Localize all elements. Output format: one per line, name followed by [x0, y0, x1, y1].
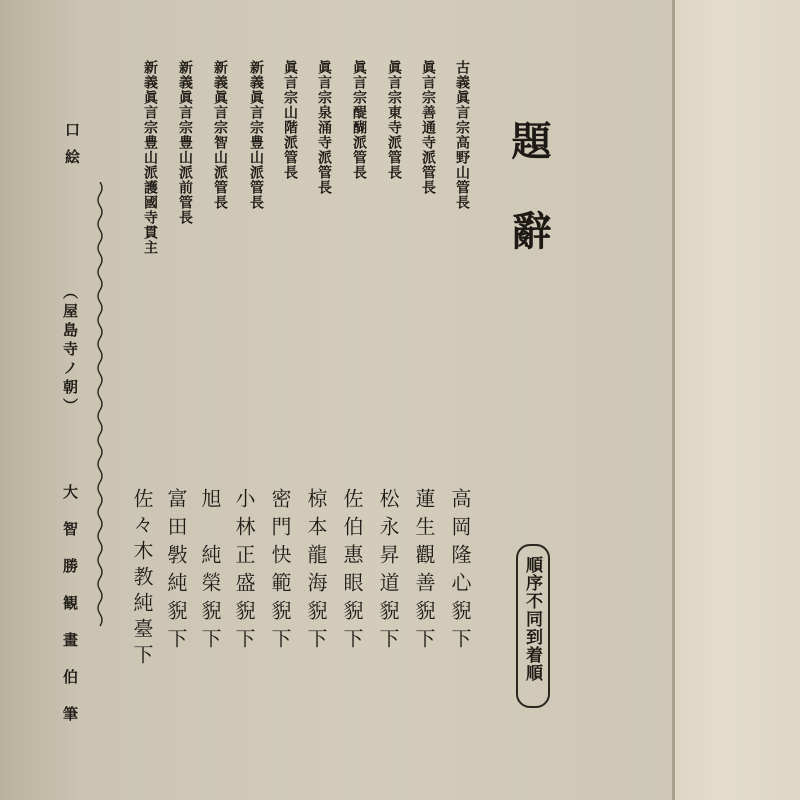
position-3: 眞言宗東寺派管長: [386, 60, 402, 180]
position-4: 眞言宗醍醐派管長: [351, 60, 367, 180]
name-7: 小林正盛貎下: [232, 488, 256, 656]
position-10: 新義眞言宗豊山派護國寺貫主: [142, 60, 158, 255]
facing-page-edge: [672, 0, 800, 800]
name-1: 高岡隆心貎下: [448, 488, 472, 656]
frontispiece-label: 口絵: [63, 122, 81, 176]
name-10: 佐々木教純臺下: [130, 488, 154, 670]
name-8: 旭 純榮貎下: [198, 488, 222, 656]
position-6: 眞言宗山階派管長: [282, 60, 298, 180]
name-5: 椋本龍海貎下: [304, 488, 328, 656]
artist-credit: 大智勝観畫伯筆: [61, 484, 79, 743]
page-title: 題辭: [505, 120, 552, 300]
position-7: 新義眞言宗豊山派管長: [248, 60, 264, 210]
order-note: 順序不同到着順: [522, 556, 542, 682]
name-6: 密門快範貎下: [268, 488, 292, 656]
position-2: 眞言宗善通寺派管長: [420, 60, 436, 195]
name-9: 富田斅純貎下: [164, 488, 188, 656]
frontispiece-caption: （屋島寺ノ朝）: [61, 284, 79, 417]
name-2: 蓮生觀善貎下: [412, 488, 436, 656]
name-4: 佐伯惠眼貎下: [340, 488, 364, 656]
page-seam: [672, 0, 675, 800]
position-5: 眞言宗泉涌寺派管長: [316, 60, 332, 195]
position-8: 新義眞言宗智山派管長: [212, 60, 228, 210]
name-3: 松永昇道貎下: [376, 488, 400, 656]
position-1: 古義眞言宗高野山管長: [454, 60, 470, 210]
wavy-divider: [92, 182, 108, 630]
position-9: 新義眞言宗豊山派前管長: [177, 60, 193, 225]
